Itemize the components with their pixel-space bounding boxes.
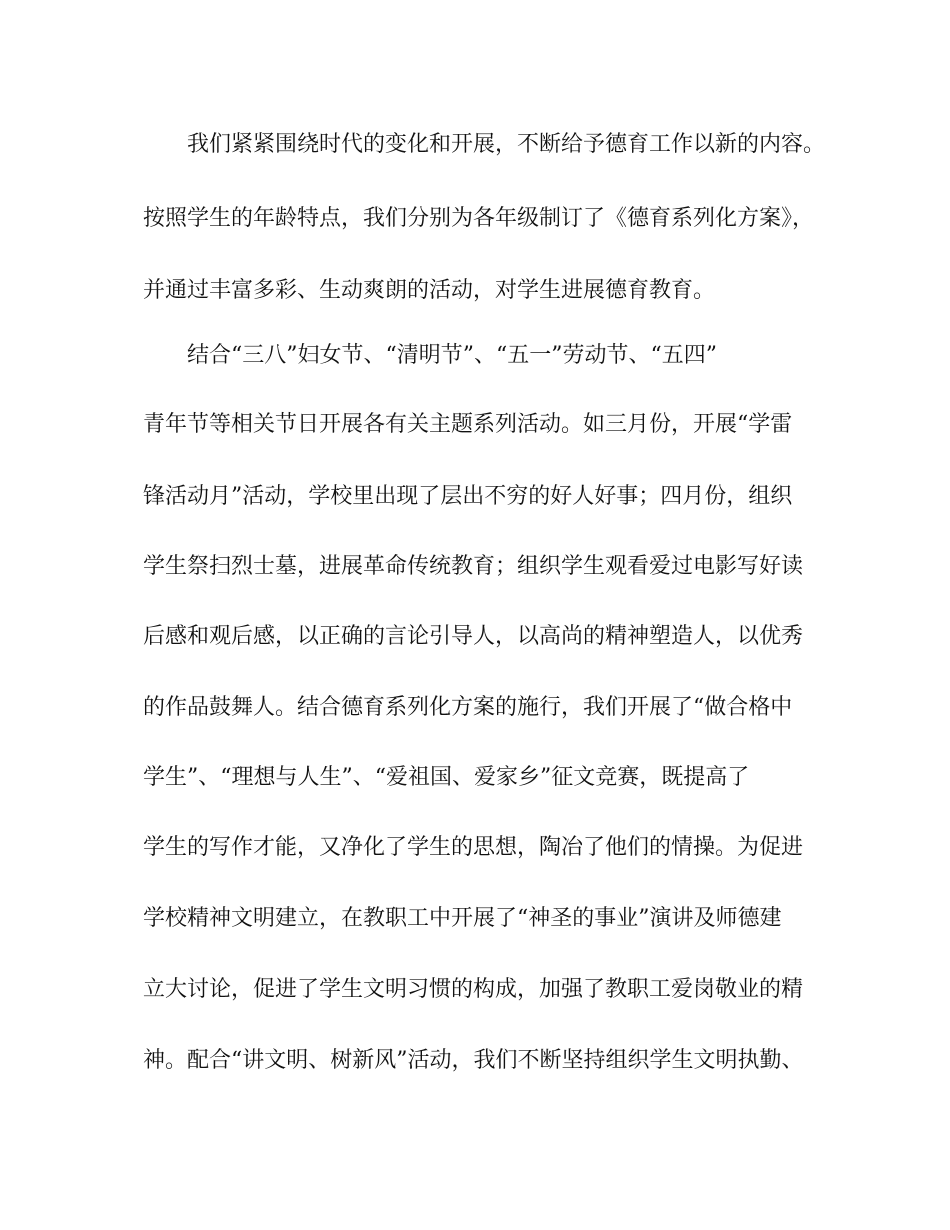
text-line: 结合“三八”妇女节、“清明节”、“五一”劳动节、“五四”: [187, 343, 717, 368]
text-line: 我们紧紧围绕时代的变化和开展，不断给予德育工作以新的内容。: [187, 132, 826, 157]
text-line: 按照学生的年龄特点，我们分别为各年级制订了《德育系列化方案》，: [143, 206, 815, 231]
text-line: 神。配合“讲文明、树新风”活动，我们不断坚持组织学生文明执勤、: [143, 1048, 804, 1073]
text-line: 学生”、“理想与人生”、“爱祖国、爱家乡”征文竞赛，既提高了: [143, 765, 750, 790]
text-line: 并通过丰富多彩、生动爽朗的活动，对学生进展德育教育。: [143, 278, 716, 303]
text-line: 锋活动月”活动，学校里出现了层出不穷的好人好事；四月份，组织: [143, 484, 793, 509]
text-line: 学生祭扫烈士墓，进展革命传统教育；组织学生观看爱过电影写好读: [143, 554, 804, 579]
text-line: 学校精神文明建立，在教职工中开展了“神圣的事业”演讲及师德建: [143, 906, 782, 931]
text-line: 学生的写作才能，又净化了学生的思想，陶冶了他们的情操。为促进: [143, 835, 804, 860]
text-line: 后感和观后感，以正确的言论引导人，以高尚的精神塑造人，以优秀: [143, 624, 804, 649]
text-line: 青年节等相关节日开展各有关主题系列活动。如三月份，开展“学雷: [143, 412, 793, 437]
text-line: 的作品鼓舞人。结合德育系列化方案的施行，我们开展了“做合格中: [143, 695, 793, 720]
text-line: 立大讨论，促进了学生文明习惯的构成，加强了教职工爱岗敬业的精: [143, 977, 804, 1002]
